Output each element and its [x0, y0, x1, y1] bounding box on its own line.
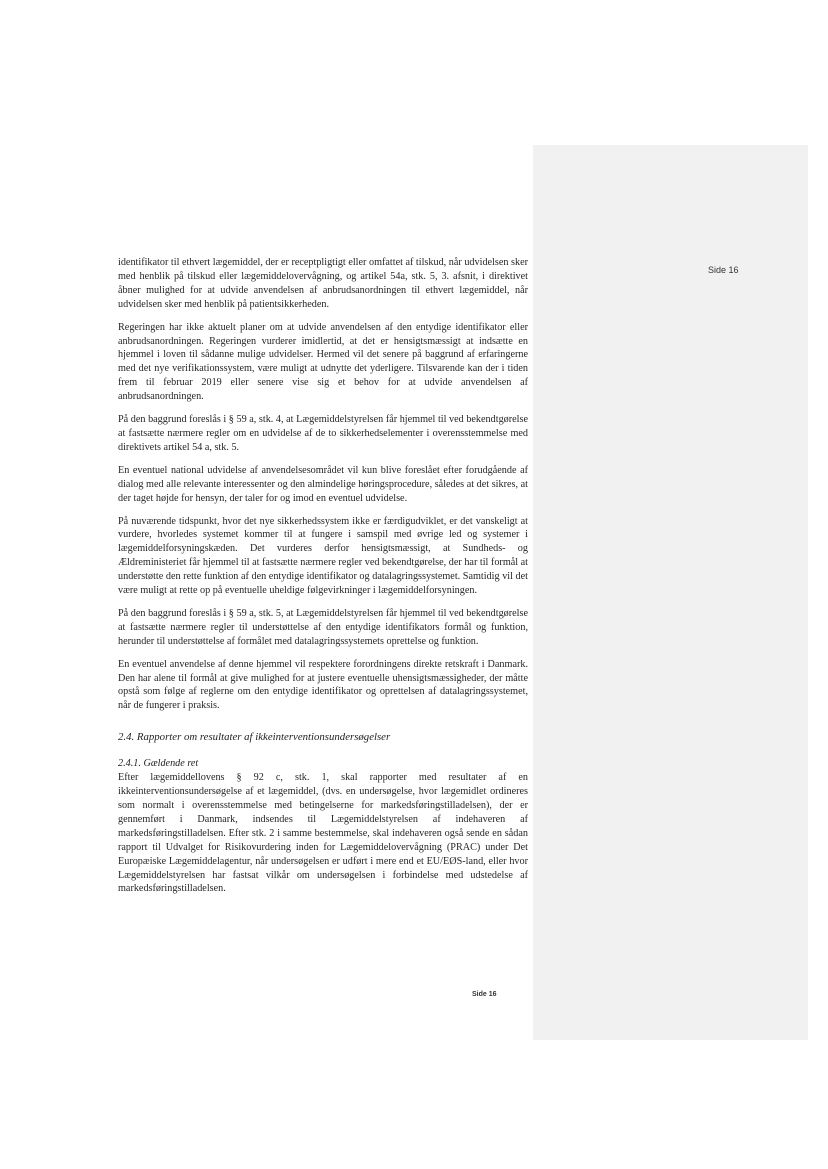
- document-body: [118, 256, 528, 896]
- subsection-heading: 2.4.1. Gældende ret: [118, 758, 199, 770]
- paragraph-3: På den baggrund foreslås i § 59 a, stk. 4, at Lægemiddelstyrelsen får hjemmel til ved bekendtgørelse at fastsætte nærmere regler om en udvidelse af de to sikkerhedselementer i overensstemmelse med direktivets artikel 54 a, stk. 5.: [118, 414, 528, 453]
- paragraph-2: Regeringen har ikke aktuelt planer om at udvide anvendelsen af den entydige identifikator eller anbrudsanordningen. Regeringen vurderer imidlertid, at det er hensigtsmæssigt at indsætte en hjemmel i loven til sådanne mulige udvidelser. Hermed vil det senere på baggrund af erfaringerne med det nye verifikationssystem, være muligt at udnytte det yderligere. Tilsvarende kan der i tiden frem til februar 2019 eller senere vise sig et behov for at udvide anvendelsen af anbrudsanordningen.: [118, 321, 528, 403]
- paragraph-4: En eventuel national udvidelse af anvendelsesområdet vil kun blive foreslået efter forudgående af dialog med alle relevante interessenter og den almindelige høringsprocedure, således at det sikres, at der taget højde for hensyn, der taler for og imod en eventuel udvidelse.: [118, 464, 528, 504]
- section-heading: 2.4. Rapporter om resultater af ikkeinterventionsundersøgelser: [118, 731, 391, 744]
- comment-margin-panel: [533, 145, 808, 1040]
- section-body: Efter lægemiddellovens § 92 c, stk. 1, skal rapporter med resultater af en ikkeinterventionsundersøgelse af et lægemiddel, (dvs. en undersøgelse, hvor lægemidlet ordineres som normalt i overensstemmelse med betingelserne for markedsføringstilladelsen), der er gennemført i Danmark, indsendes til Lægemiddelstyrelsen af indehaveren af markedsføringstilladelsen. Efter stk. 2 i samme bestemmelse, skal indehaveren også sende en sådan rapport til Udvalget for Risikovurdering inden for Lægemiddelovervågning (PRAC) under Det Europæiske Lægemiddelagentur, når undersøgelsen er udført i mere end et EU/EØS-land, eller hvor Lægemiddelstyrelsen har fastsat vilkår om undersøgelsen i forbindelse med udstedelse af markedsføringstilladelsen.: [118, 772, 528, 895]
- paragraph-6: På den baggrund foreslås i § 59 a, stk. 5, at Lægemiddelstyrelsen får hjemmel til ved bekendtgørelse at fastsætte nærmere regler til understøttelse af den entydige identifikators formål og funktion, herunder til understøttelse af formålet med datalagringssystemets oprettelse og funktion.: [118, 607, 528, 647]
- paragraph-5: På nuværende tidspunkt, hvor det nye sikkerhedssystem ikke er færdigudviklet, er det vanskeligt at vurdere, hvorledes systemet kommer til at fungere i samspil med øvrige led og systemer i lægemiddelforsyningskæden. Det vurderes derfor hensigtsmæssigt, at Sundheds- og Ældreministeriet får hjemmel til at fastsætte nærmere regler ved bekendtgørelse, der har til formål at understøtte den rette funktion af den entydige identifikator og datalagringssystemet. Samtidig vil det være muligt at rette op på eventuelle uheldige følgevirkninger i lægemiddelforsyningen.: [118, 515, 528, 597]
- paragraph-1: identifikator til ethvert lægemiddel, der er receptpligtigt eller omfattet af tilskud, når udvidelsen sker med henblik på tilskud eller lægemiddelovervågning, og artikel 54a, stk. 5, 3. afsnit, i direktivet åbner mulighed for at udvide anvendelsen af anbrudsanordningen til ethvert lægemiddel, når udvidelsen sker med henblik på patientsikkerheden.: [118, 257, 528, 310]
- paragraph-7: En eventuel anvendelse af denne hjemmel vil respektere forordningens direkte retskraft i Danmark. Den har alene til formål at give mulighed for at justere eventuelle uhensigtsmæssigheder, der måtte opstå som følge af reglerne om den entydige identifikator og oprettelsen af datalagringssystemet, når de fungerer i praksis.: [118, 658, 528, 712]
- footer-page-number: Side 16: [472, 991, 497, 998]
- margin-page-label: Side 16: [708, 265, 739, 275]
